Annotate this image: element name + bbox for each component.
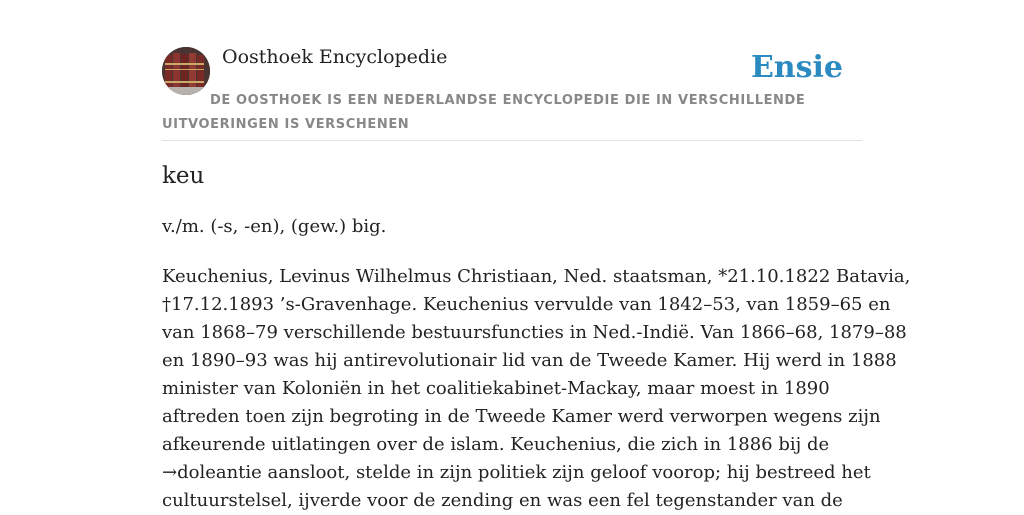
page bbox=[162, 0, 911, 511]
body-line: afkeurende uitlatingen over de islam. Keuchenius, die zich in 1886 bij de bbox=[162, 434, 830, 455]
body-line: cultuurstelsel, ijverde voor de zending en was een fel tegenstander van de bbox=[162, 490, 843, 511]
entry-body bbox=[162, 263, 911, 515]
site-title[interactable]: Oosthoek Encyclopedie bbox=[222, 46, 448, 68]
body-line: minister van Koloniën in het coalitiekabinet-Mackay, maar moest in 1890 bbox=[162, 378, 830, 399]
entry-definition: v./m. (-s, -en), (gew.) big. bbox=[162, 216, 387, 237]
body-line: en 1890–93 was hij antirevolutionair lid van de Tweede Kamer. Hij werd in 1888 bbox=[162, 350, 897, 371]
books-avatar-icon bbox=[162, 47, 210, 95]
body-line: →doleantie aansloot, stelde in zijn politiek zijn geloof voorop; hij bestreed het bbox=[162, 462, 871, 483]
entry-title: keu bbox=[162, 163, 205, 189]
ensie-logo[interactable]: Ensie bbox=[750, 50, 843, 85]
site-tagline: DE OOSTHOEK IS EEN NEDERLANDSE ENCYCLOPEDIE DIE IN VERSCHILLENDE UITVOERINGEN IS VERSCHENEN bbox=[162, 93, 806, 132]
site-avatar[interactable] bbox=[162, 47, 210, 95]
body-line: Keuchenius, Levinus Wilhelmus Christiaan, Ned. staatsman, *21.10.1822 Batavia, bbox=[162, 266, 911, 287]
body-line: †17.12.1893 ’s-Gravenhage. Keuchenius vervulde van 1842–53, van 1859–65 en bbox=[162, 294, 891, 315]
site-header bbox=[162, 0, 862, 141]
body-line: van 1868–79 verschillende bestuursfuncties in Ned.-Indië. Van 1866–68, 1879–88 bbox=[162, 322, 907, 343]
body-line: aftreden toen zijn begroting in de Tweede Kamer werd verworpen wegens zijn bbox=[162, 406, 881, 427]
